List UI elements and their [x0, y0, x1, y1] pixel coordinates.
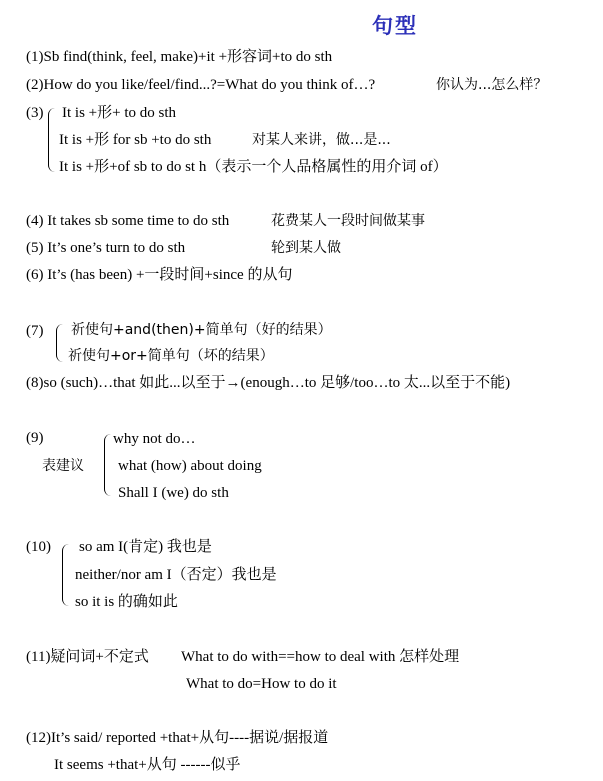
- pattern-5: (5) It’s one’s turn to do sth: [26, 240, 186, 256]
- pattern-7-number: (7): [26, 323, 44, 339]
- pattern-9-line-1: why not do…: [113, 431, 196, 447]
- pattern-3-line-2-meaning: 对某人来讲，做...是...: [252, 132, 391, 148]
- pattern-3-line-2: It is +形 for sb +to do sth: [59, 132, 212, 148]
- pattern-9-line-3: Shall I (we) do sth: [118, 485, 229, 501]
- pattern-12-line-2: It seems +that+从句 ------似乎: [54, 757, 241, 773]
- pattern-10-line-1: so am I(肯定) 我也是: [79, 539, 212, 555]
- pattern-10-line-3: so it is 的确如此: [75, 594, 178, 610]
- brace-3: [48, 108, 55, 172]
- pattern-2-meaning: 你认为...怎么样？: [436, 77, 548, 93]
- brace-7: [56, 324, 63, 362]
- pattern-8: (8)so (such)…that 如此...以至于→(enough…to 足够/too…to 太...以至于不能): [26, 375, 511, 391]
- pattern-10-line-2: neither/nor am I（否定）我也是: [75, 567, 277, 583]
- pattern-9-line-2: what (how) about doing: [118, 458, 262, 474]
- pattern-12: (12)It’s said/ reported +that+从句----据说/据报道: [26, 730, 329, 746]
- pattern-3-line-3: It is +形+of sb to do st h（表示一个人品格属性的用介词 of）: [59, 159, 448, 175]
- pattern-6: (6) It’s (has been) +一段时间+since 的从句: [26, 267, 293, 283]
- pattern-9-number: (9): [26, 430, 44, 446]
- pattern-11-line-1: What to do with==how to deal with 怎样处理: [181, 649, 460, 665]
- pattern-4: (4) It takes sb some time to do sth: [26, 213, 230, 229]
- pattern-2: (2)How do you like/feel/find...?=What do you think of…?: [26, 77, 376, 93]
- pattern-10-number: (10): [26, 539, 51, 555]
- brace-10: [62, 544, 69, 606]
- brace-9: [104, 434, 111, 496]
- pattern-4-meaning: 花费某人一段时间做某事: [271, 213, 425, 229]
- pattern-9-label: 表建议: [42, 458, 84, 474]
- pattern-1: (1)Sb find(think, feel, make)+it +形容词+to do sth: [26, 49, 333, 65]
- pattern-11: (11)疑问词+不定式: [26, 649, 149, 665]
- pattern-7-line-2: 祈使句+or+简单句（坏的结果）: [68, 348, 274, 364]
- pattern-11-line-2: What to do=How to do it: [186, 676, 337, 692]
- page-title: 句型: [372, 14, 418, 38]
- pattern-3-number: (3): [26, 105, 44, 121]
- pattern-5-meaning: 轮到某人做: [271, 240, 341, 256]
- pattern-3-line-1: It is +形+ to do sth: [62, 105, 177, 121]
- pattern-7-line-1: 祈使句+and(then)+简单句（好的结果）: [71, 322, 332, 338]
